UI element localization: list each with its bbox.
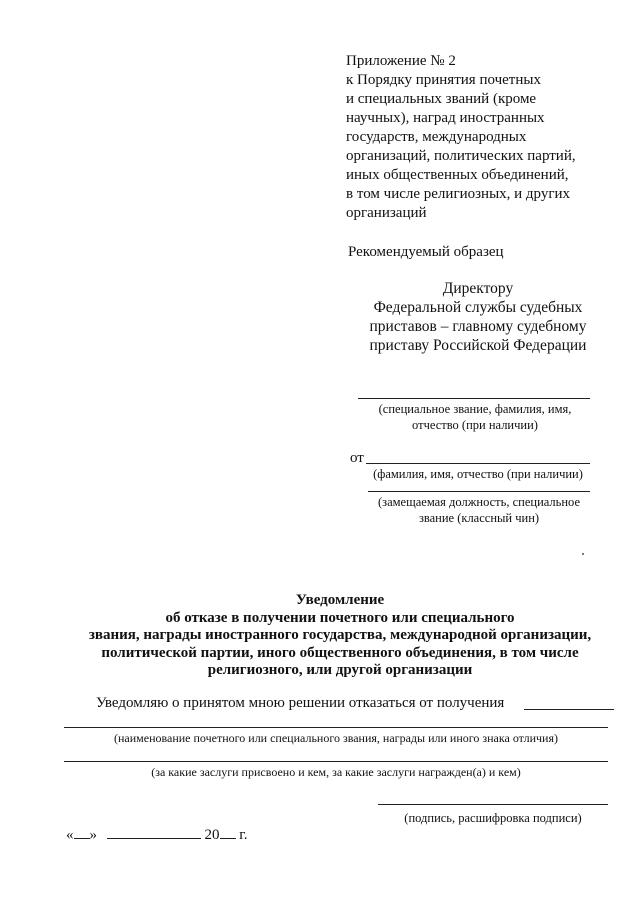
appendix-line: научных), наград иностранных [346,110,545,126]
date-field [66,826,247,844]
appendix-line: и специальных званий (кроме [346,91,537,107]
appendix-line: организаций [346,205,427,221]
appendix-line: к Порядку принятия почетных [346,72,541,88]
title-line: Уведомление [295,592,385,608]
title-line: звания, награды иностранного государства, международной организации, [88,627,592,643]
signature-caption: (подпись, расшифровка подписи) [404,811,582,825]
position-caption: (замещаемая должность, специальное звание (классный чин) [377,495,580,525]
document-title [60,592,620,680]
rank-name-caption: (специальное звание, фамилия, имя, отчество (при наличии) [378,402,572,432]
sample-label: Рекомендуемый образец [348,244,504,260]
from-label: от [350,450,364,466]
addressee-block [368,279,588,355]
month-input[interactable] [107,826,201,839]
statement-text: Уведомляю о принятом мною решении отказаться от получения [96,695,505,711]
merit-input-line[interactable] [64,761,608,762]
addressee-line: приставу Российской Федерации [369,337,587,354]
year-suffix: г. [239,827,248,843]
position-input-line[interactable] [368,491,590,492]
addressee-line: Федеральной службы судебных [373,299,583,316]
appendix-line: организаций, политических партий, [346,148,576,164]
statement-input-line[interactable] [524,709,614,710]
sender-name-caption: (фамилия, имя, отчество (при наличии) [373,467,583,481]
addressee-line: Директору [442,280,514,297]
appendix-header [346,52,576,223]
title-line: религиозного, или другой организации [207,662,473,678]
year-prefix: 20 [204,827,220,843]
rank-name-input-line[interactable] [358,398,590,399]
appendix-line: государств, международных [346,129,527,145]
title-line: об отказе в получении почетного или специального [165,609,515,626]
addressee-line: приставов – главному судебному [369,318,587,335]
scan-speck [582,553,584,555]
date-quote-open: « [66,827,74,843]
appendix-line: иных общественных объединений, [346,167,569,183]
title-line: политической партии, иного общественного объединения, в том числе [101,644,579,661]
signature-input-line[interactable] [378,804,608,805]
award-input-line[interactable] [64,727,608,728]
date-quote-close: » [89,827,97,843]
award-caption: (наименование почетного или специального звания, награды или иного знака отличия) [114,731,558,745]
year-input[interactable] [220,826,236,839]
appendix-line: в том числе религиозных, и других [346,186,571,202]
appendix-line: Приложение № 2 [346,53,456,69]
merit-caption: (за какие заслуги присвоено и кем, за какие заслуги награжден(а) и кем) [151,765,521,779]
sender-name-input-line[interactable] [366,463,590,464]
day-input[interactable] [74,826,90,839]
